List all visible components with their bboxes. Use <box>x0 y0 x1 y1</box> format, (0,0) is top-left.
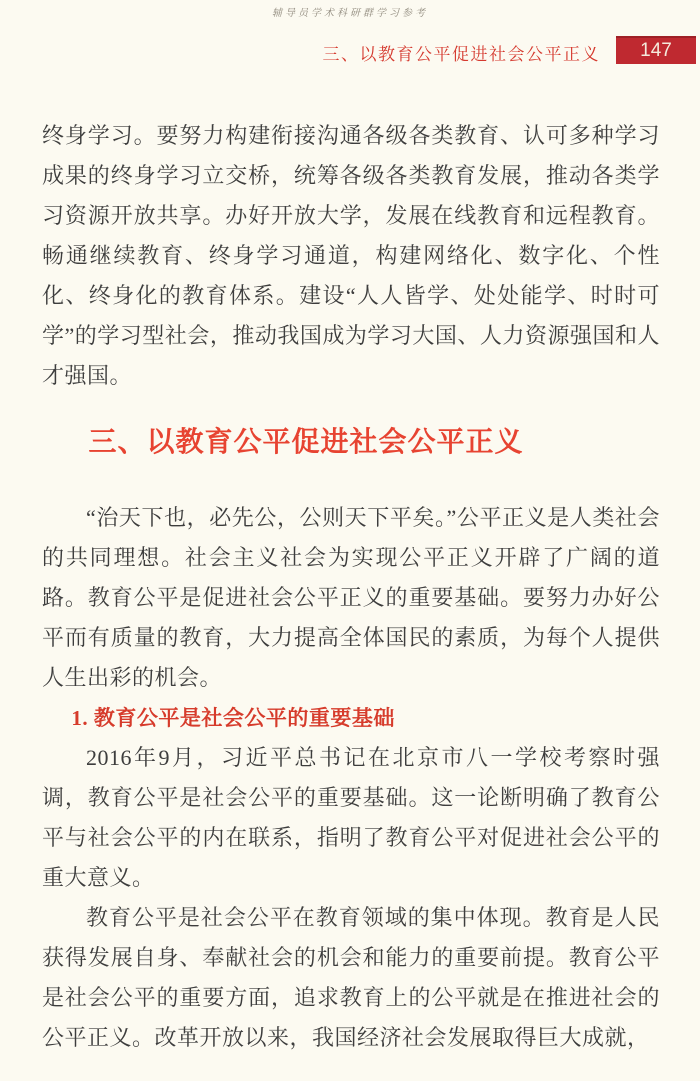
page-number: 147 <box>640 40 672 61</box>
page-content <box>42 116 660 1058</box>
subsection-heading: 1. 教育公平是社会公平的重要基础 <box>71 706 395 730</box>
page-number-badge <box>616 36 696 64</box>
paragraph: “治天下也，必先公，公则天下平矣。”公平正义是人类社会的共同理想。社会主义社会为实现公平正义开辟了广阔的道路。教育公平是促进社会公平正义的重要基础。要努力办好公平而有质量的教育，大力提高全体国民的素质，为每个人提供人生出彩的机会。 <box>42 505 660 690</box>
running-title: 三、以教育公平促进社会公平正义 <box>322 45 600 64</box>
paragraph-continuation: 终身学习。要努力构建衔接沟通各级各类教育、认可多种学习成果的终身学习立交桥，统筹各级各类教育发展，推动各类学习资源开放共享。办好开放大学，发展在线教育和远程教育。畅通继续教育、终身学习通道，构建网络化、数字化、个性化、终身化的教育体系。建设“人人皆学、处处能学、时时可学”的学习型社会，推动我国成为学习大国、人力资源强国和人才强国。 <box>42 123 660 388</box>
watermark-text: 辅导员学术科研群学习参考 <box>272 8 428 19</box>
page-header <box>0 36 700 66</box>
paragraph: 教育公平是社会公平在教育领域的集中体现。教育是人民获得发展自身、奉献社会的机会和能力的重要前提。教育公平是社会公平的重要方面，追求教育上的公平就是在推进社会的公平正义。改革开放以来，我国经济社会发展取得巨大成就， <box>42 905 660 1050</box>
paragraph: 2016年9月，习近平总书记在北京市八一学校考察时强调，教育公平是社会公平的重要基础。这一论断明确了教育公平与社会公平的内在联系，指明了教育公平对促进社会公平的重大意义。 <box>42 745 660 890</box>
section-heading: 三、以教育公平促进社会公平正义 <box>88 426 524 457</box>
